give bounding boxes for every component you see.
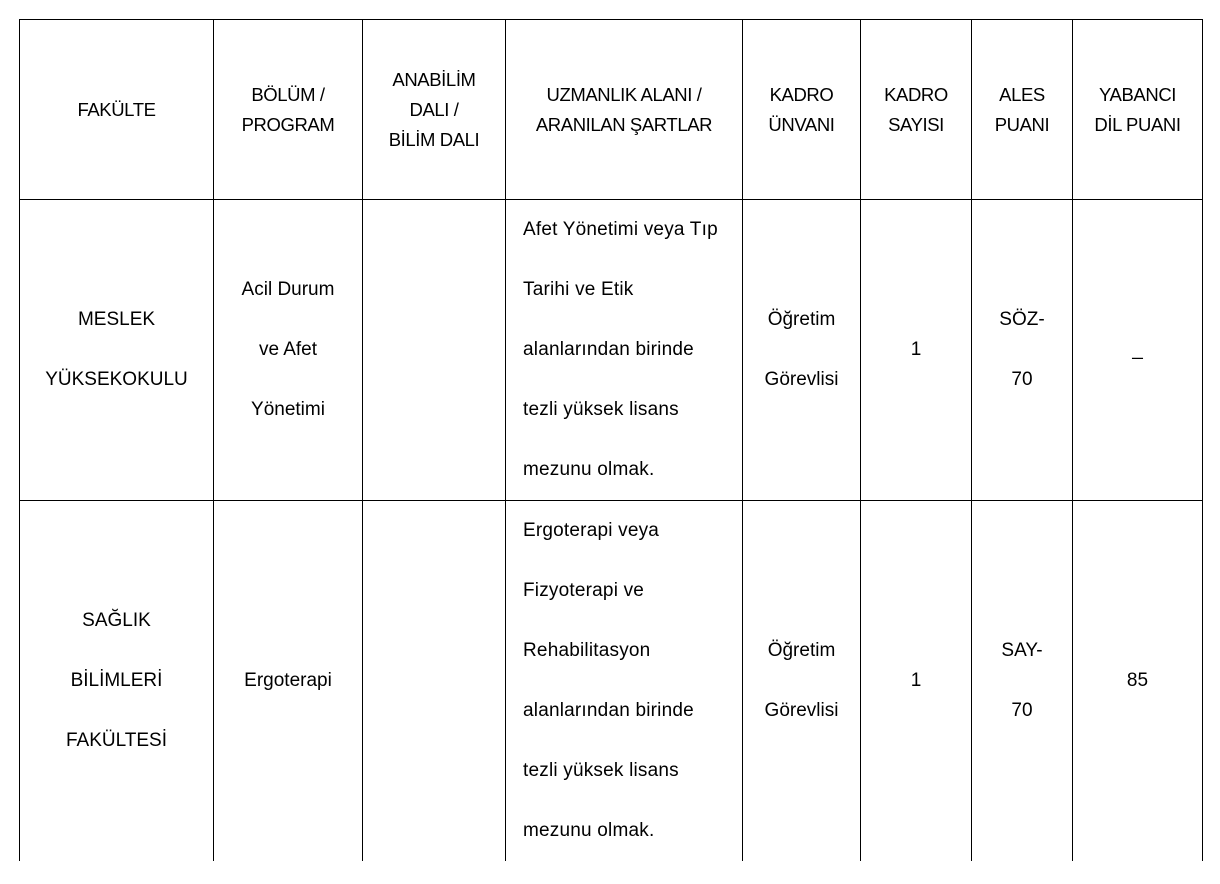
header-ales: ALES PUANI bbox=[972, 20, 1073, 200]
cell-specialization: Afet Yönetimi veya Tıp Tarihi ve Etik alanlarından birinde tezli yüksek lisans mezunu olmak. bbox=[506, 200, 743, 501]
header-title: KADRO ÜNVANI bbox=[743, 20, 861, 200]
table-row bbox=[20, 200, 1203, 501]
table-row bbox=[20, 501, 1203, 862]
cell-faculty: MESLEK YÜKSEKOKULU bbox=[20, 200, 214, 501]
cell-department: Acil Durum ve Afet Yönetimi bbox=[214, 200, 363, 501]
cell-division bbox=[363, 501, 506, 862]
cell-language: 85 bbox=[1073, 501, 1203, 862]
cell-department: Ergoterapi bbox=[214, 501, 363, 862]
header-faculty: FAKÜLTE bbox=[20, 20, 214, 200]
header-row bbox=[20, 20, 1203, 200]
header-language: YABANCI DİL PUANI bbox=[1073, 20, 1203, 200]
cell-division bbox=[363, 200, 506, 501]
cell-ales: SAY- 70 bbox=[972, 501, 1073, 862]
cell-count: 1 bbox=[861, 200, 972, 501]
cell-specialization: Ergoterapi veya Fizyoterapi ve Rehabilitasyon alanlarından birinde tezli yüksek lisans mezunu olmak. bbox=[506, 501, 743, 862]
cell-ales: SÖZ- 70 bbox=[972, 200, 1073, 501]
table-body bbox=[20, 200, 1203, 862]
header-count: KADRO SAYISI bbox=[861, 20, 972, 200]
staff-position-table bbox=[19, 19, 1203, 861]
header-department: BÖLÜM / PROGRAM bbox=[214, 20, 363, 200]
table-header bbox=[20, 20, 1203, 200]
header-specialization: UZMANLIK ALANI / ARANILAN ŞARTLAR bbox=[506, 20, 743, 200]
cell-language: _ bbox=[1073, 200, 1203, 501]
cell-title: Öğretim Görevlisi bbox=[743, 501, 861, 862]
header-division: ANABİLİM DALI / BİLİM DALI bbox=[363, 20, 506, 200]
cell-count: 1 bbox=[861, 501, 972, 862]
cell-faculty: SAĞLIK BİLİMLERİ FAKÜLTESİ bbox=[20, 501, 214, 862]
cell-title: Öğretim Görevlisi bbox=[743, 200, 861, 501]
